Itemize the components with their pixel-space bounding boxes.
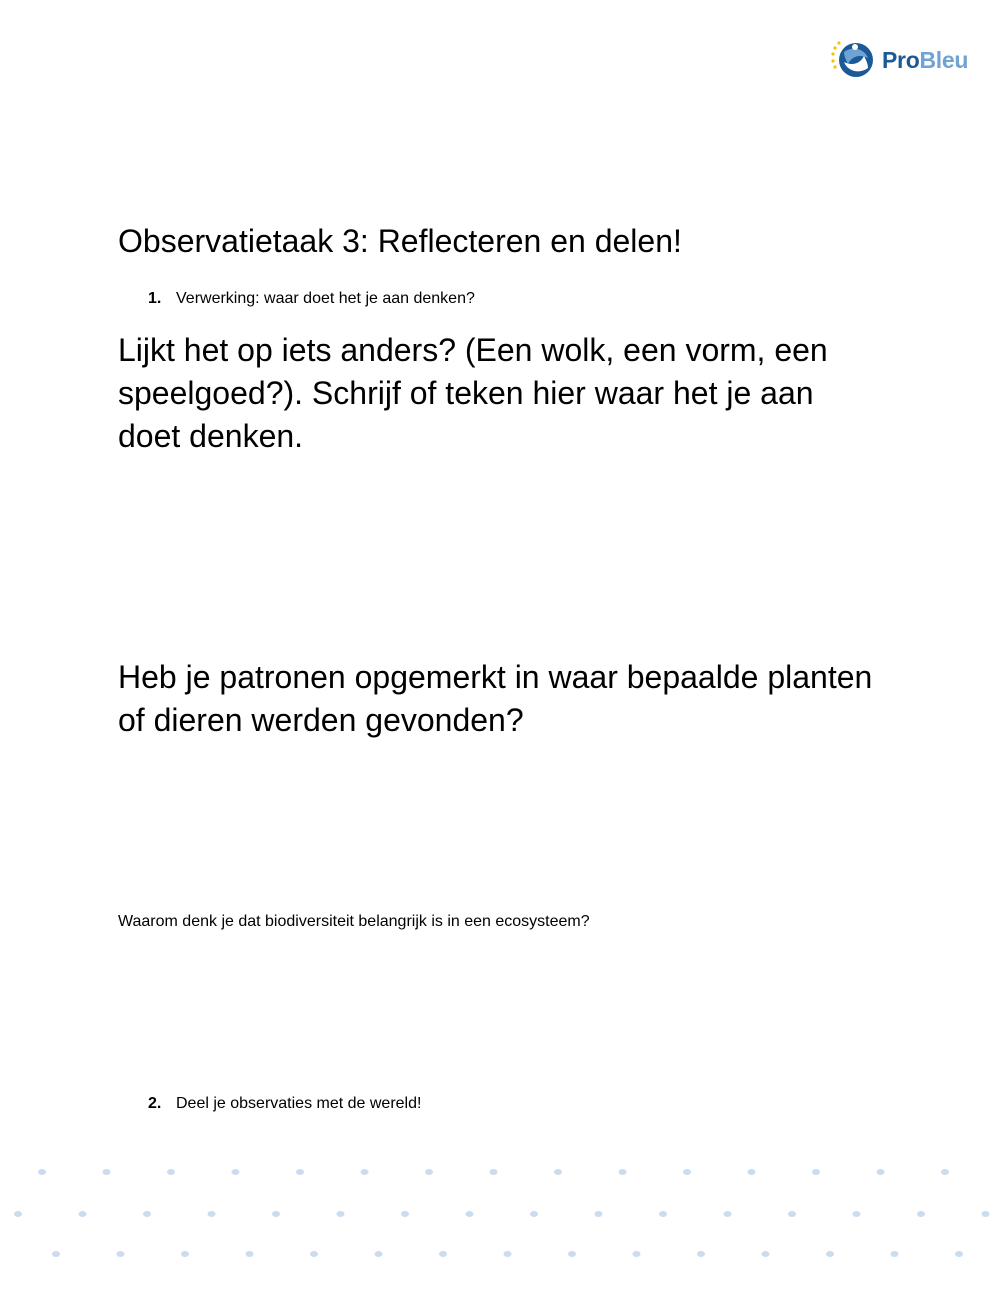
- decorative-dot: [439, 1251, 447, 1257]
- decorative-dot: [724, 1211, 732, 1217]
- decorative-dot: [272, 1211, 280, 1217]
- decorative-dot: [982, 1211, 990, 1217]
- decorative-dot: [530, 1211, 538, 1217]
- decorative-dot: [812, 1169, 820, 1175]
- decorative-dot: [917, 1211, 925, 1217]
- decorative-dot: [595, 1211, 603, 1217]
- decorative-dot: [38, 1169, 46, 1175]
- decorative-dot: [554, 1169, 562, 1175]
- decorative-dot: [337, 1211, 345, 1217]
- decorative-dot: [117, 1251, 125, 1257]
- decorative-dot: [375, 1251, 383, 1257]
- decorative-dot: [401, 1211, 409, 1217]
- list-item: [148, 289, 475, 308]
- decorative-dot: [504, 1251, 512, 1257]
- decorative-dot: [762, 1251, 770, 1257]
- page-title: Observatietaak 3: Reflecteren en delen!: [118, 223, 682, 259]
- decorative-dot: [659, 1211, 667, 1217]
- decorative-dot: [619, 1169, 627, 1175]
- decorative-dot: [853, 1211, 861, 1217]
- decorative-dot: [633, 1251, 641, 1257]
- decorative-dot: [310, 1251, 318, 1257]
- decorative-dot: [748, 1169, 756, 1175]
- decorative-dot: [296, 1169, 304, 1175]
- list-item-text: Deel je observaties met de wereld!: [176, 1095, 422, 1112]
- logo-bleu-text: Bleu: [919, 46, 969, 73]
- decorative-dot: [568, 1251, 576, 1257]
- decorative-dot: [697, 1251, 705, 1257]
- decorative-dot: [143, 1211, 151, 1217]
- decorative-dot: [941, 1169, 949, 1175]
- decorative-dot: [103, 1169, 111, 1175]
- dot-pattern-icon: [0, 1150, 1000, 1280]
- list-item-text: Verwerking: waar doet het je aan denken?: [176, 290, 475, 307]
- decorative-dot: [955, 1251, 963, 1257]
- list-item-number: 1.: [148, 290, 162, 307]
- list-item-number: 2.: [148, 1095, 162, 1112]
- decorative-dot: [425, 1169, 433, 1175]
- decorative-dot: [788, 1211, 796, 1217]
- decorative-dot: [52, 1251, 60, 1257]
- decorative-dot: [826, 1251, 834, 1257]
- decorative-dot: [181, 1251, 189, 1257]
- decorative-dot: [208, 1211, 216, 1217]
- decorative-dot: [891, 1251, 899, 1257]
- decorative-dot: [79, 1211, 87, 1217]
- decorative-dot: [246, 1251, 254, 1257]
- probleu-wordmark: [882, 47, 968, 74]
- question-biodiversity: Waarom denk je dat biodiversiteit belangrijk is in een ecosysteem?: [118, 913, 590, 930]
- list-item: [148, 1094, 421, 1113]
- probleu-logo: [830, 38, 968, 82]
- decorative-dot: [232, 1169, 240, 1175]
- decorative-dot: [683, 1169, 691, 1175]
- decorative-dot: [490, 1169, 498, 1175]
- probleu-logo-icon: [830, 38, 876, 82]
- decorative-dot: [466, 1211, 474, 1217]
- decorative-dot: [361, 1169, 369, 1175]
- logo-pro-text: Pro: [882, 46, 920, 73]
- decorative-dot: [167, 1169, 175, 1175]
- decorative-dot: [877, 1169, 885, 1175]
- question-patterns: Heb je patronen opgemerkt in waar bepaalde planten of dieren werden gevonden?: [118, 659, 873, 738]
- question-resemblance: Lijkt het op iets anders? (Een wolk, een vorm, een speelgoed?). Schrijf of teken hier waar het je aan doet denken.: [118, 332, 828, 454]
- decorative-dot: [14, 1211, 22, 1217]
